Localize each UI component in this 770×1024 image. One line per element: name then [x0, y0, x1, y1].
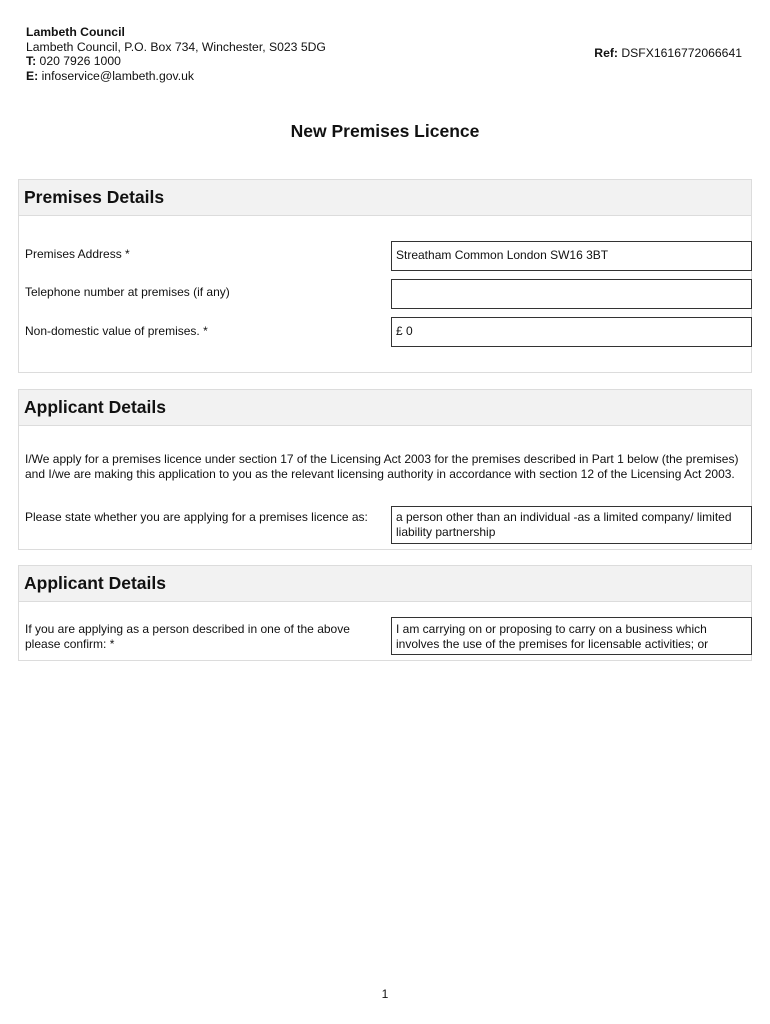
phone-label: T:	[26, 54, 37, 69]
premises-details-heading: Premises Details	[19, 180, 751, 216]
page-number: 1	[381, 987, 389, 1001]
applicant-confirm-label: If you are applying as a person described in one of the above please confirm: *	[25, 622, 350, 651]
council-email-line	[26, 69, 326, 84]
application-statement: I/We apply for a premises licence under section 17 of the Licensing Act 2003 for the premises described in Part 1 below (the premises) and I/we are making this application to you as the relevant licensing authority in accordance with section 12 of the Licensing Act 2003.	[25, 452, 739, 481]
premises-details-section	[18, 179, 752, 373]
applicant-type-field[interactable]: a person other than an individual -as a limited company/ limited liability partnership	[391, 506, 752, 544]
premises-value-field[interactable]: £ 0	[391, 317, 752, 347]
council-address: Lambeth Council, P.O. Box 734, Winchester, S023 5DG	[26, 39, 326, 54]
premises-address-label: Premises Address *	[25, 247, 130, 261]
applicant-confirm-field[interactable]: I am carrying on or proposing to carry on a business which involves the use of the premises for licensable activities; or	[391, 617, 752, 655]
applicant-details-heading-2: Applicant Details	[19, 566, 751, 602]
ref-number: DSFX1616772066641	[621, 46, 742, 60]
council-phone: 020 7926 1000	[39, 54, 121, 69]
applicant-details-heading-1: Applicant Details	[19, 390, 751, 426]
premises-phone-label: Telephone number at premises (if any)	[25, 285, 230, 299]
ref-label: Ref:	[594, 46, 618, 60]
council-phone-line	[26, 54, 326, 69]
applicant-details-section-1	[18, 389, 752, 550]
applicant-details-section-2	[18, 565, 752, 661]
applicant-type-label: Please state whether you are applying for a premises licence as:	[25, 510, 368, 524]
reference-line	[594, 46, 742, 61]
council-email: infoservice@lambeth.gov.uk	[41, 68, 194, 83]
email-label: E:	[26, 68, 39, 83]
premises-phone-field[interactable]	[391, 279, 752, 309]
council-contact-block	[26, 25, 326, 83]
premises-address-field[interactable]: Streatham Common London SW16 3BT	[391, 241, 752, 271]
document-title: New Premises Licence	[290, 121, 480, 141]
premises-value-label: Non-domestic value of premises. *	[25, 324, 208, 338]
council-name: Lambeth Council	[26, 25, 125, 39]
